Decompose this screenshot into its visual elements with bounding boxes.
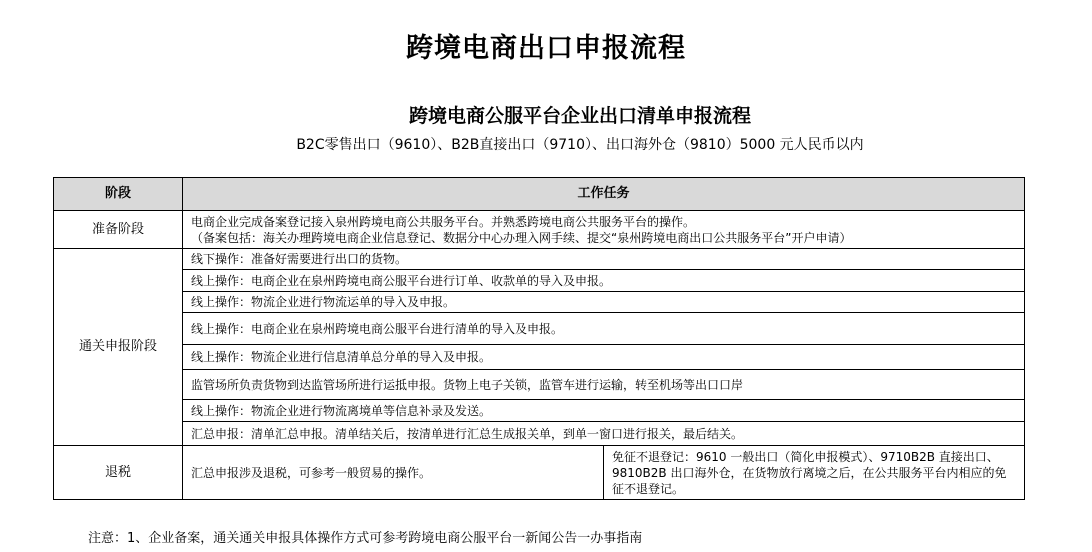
table-header-row bbox=[54, 178, 1025, 211]
table-row bbox=[54, 292, 1025, 313]
task-declare-7: 线上操作：物流企业进行物流离境单等信息补录及发送。 bbox=[183, 400, 1025, 422]
table-row bbox=[54, 313, 1025, 345]
task-refund-right: 免征不退登记：9610 一般出口（简化申报模式）、9710B2B 直接出口、9810B2B 出口海外仓，在货物放行离境之后，在公共服务平台内相应的免征不退登记。 bbox=[604, 446, 1025, 500]
task-declare-6: 监管场所负责货物到达监管场所进行运抵申报。货物上电子关锁，监管车进行运输，转至机场等出口口岸 bbox=[183, 370, 1025, 400]
stage-declare: 通关申报阶段 bbox=[54, 249, 183, 446]
section-title: 跨境电商公服平台企业出口清单申报流程 bbox=[408, 105, 751, 127]
page-title: 跨境电商出口申报流程 bbox=[406, 33, 686, 64]
task-declare-5: 线上操作：物流企业进行信息清单总分单的导入及申报。 bbox=[183, 345, 1025, 370]
task-declare-2: 线上操作：电商企业在泉州跨境电商公服平台进行订单、收款单的导入及申报。 bbox=[183, 270, 1025, 292]
table-row bbox=[54, 422, 1025, 446]
table-row bbox=[54, 345, 1025, 370]
header-stage: 阶段 bbox=[54, 178, 183, 211]
table-row bbox=[54, 249, 1025, 270]
stage-refund: 退税 bbox=[54, 446, 183, 500]
footer-note: 注意：1、企业备案，通关通关申报具体操作方式可参考跨境电商公服平台一新闻公告一办事指南 bbox=[88, 531, 643, 546]
task-declare-3: 线上操作：物流企业进行物流运单的导入及申报。 bbox=[183, 292, 1025, 313]
table-row bbox=[54, 400, 1025, 422]
task-declare-4: 线上操作：电商企业在泉州跨境电商公服平台进行清单的导入及申报。 bbox=[183, 313, 1025, 345]
task-refund-left: 汇总申报涉及退税，可参考一般贸易的操作。 bbox=[183, 446, 604, 500]
task-declare-1: 线下操作：准备好需要进行出口的货物。 bbox=[183, 249, 1025, 270]
table-row bbox=[54, 370, 1025, 400]
header-task: 工作任务 bbox=[183, 178, 1025, 211]
process-table bbox=[53, 177, 1025, 500]
task-declare-8: 汇总申报：清单汇总申报。清单结关后，按清单进行汇总生成报关单，到单一窗口进行报关，最后结关。 bbox=[183, 422, 1025, 446]
scope-line: B2C零售出口（9610）、B2B直接出口（9710）、出口海外仓（9810）5000 元人民币以内 bbox=[296, 137, 864, 153]
table-row bbox=[54, 270, 1025, 292]
table-row bbox=[54, 211, 1025, 249]
task-prepare bbox=[183, 211, 1025, 249]
stage-prepare: 准备阶段 bbox=[54, 211, 183, 249]
task-prepare-line1: 电商企业完成备案登记接入泉州跨境电商公共服务平台。并熟悉跨境电商公共服务平台的操作。 bbox=[191, 214, 696, 229]
task-prepare-line2: （备案包括：海关办理跨境电商企业信息登记、数据分中心办理入网手续、提交“泉州跨境电商出口公共服务平台”开户申请） bbox=[191, 230, 852, 245]
table-row bbox=[54, 446, 1025, 500]
